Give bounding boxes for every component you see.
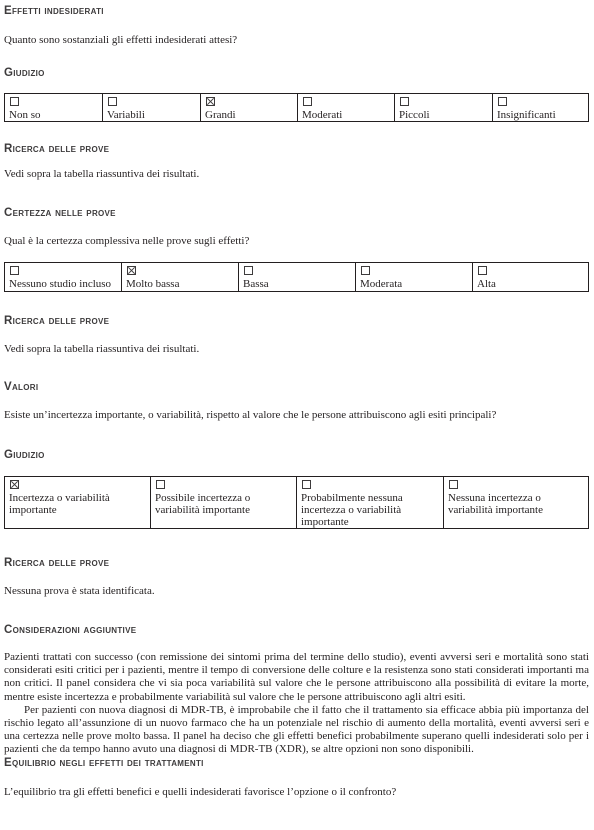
section-heading-giudizio-1: Giudizio [4,67,45,79]
considerazioni-body [4,651,589,757]
section-heading-giudizio-2: Giudizio [4,449,45,461]
section-heading-considerazioni: Considerazioni aggiuntive [4,624,137,636]
checkbox-unchecked[interactable] [244,266,253,275]
checkbox-checked[interactable] [206,97,215,106]
section-heading-ricerca-3: Ricerca delle prove [4,557,110,569]
checkbox-unchecked[interactable] [303,97,312,106]
option-label: Grandi [205,109,236,121]
option-label: Possibile incertezza o variabilità importante [155,492,251,516]
section-heading-effetti-indesiderati: Effetti indesiderati [4,5,104,17]
ricerca-text-2: Vedi sopra la tabella riassuntiva dei risultati. [4,343,200,355]
option-molto-bassa[interactable] [122,263,239,291]
option-label: Moderati [302,109,343,121]
section-heading-valori: Valori [4,381,39,393]
option-label: Alta [477,278,496,290]
option-moderati[interactable] [298,94,395,121]
option-piccoli[interactable] [395,94,493,121]
option-label: Bassa [243,278,269,290]
option-label: Non so [9,109,41,121]
option-label: Moderata [360,278,403,290]
values-judgement-grid [4,476,589,529]
option-label: Nessuna incertezza o variabilità importante [448,492,543,516]
option-label: Molto bassa [126,278,180,290]
option-alta[interactable] [473,263,588,291]
option-variabili[interactable] [103,94,201,121]
option-nessuna-incertezza[interactable] [444,477,588,528]
question-equilibrio: L’equilibrio tra gli effetti benefici e quelli indesiderati favorisce l’opzione o il confronto? [4,786,397,798]
option-non-so[interactable] [5,94,103,121]
paragraph: Per pazienti con nuova diagnosi di MDR-TB, è improbabile che il fatto che il trattamento sia efficace abbia più importanza del rischio legato all’assunzione di un nuovo farmaco che ha un potenziale nel rischio di aumento della mortalità, eventi avversi seri e una certezza nelle prove molto bassa. Il panel ha deciso che gli effetti benefici probabilmente superano quelli indesiderati solo per i pazienti che da tempo hanno avuto una diagnosi di MDR-TB (XDR), se altre opzioni non sono disponibili. [4,703,589,756]
section-heading-equilibrio: Equilibrio negli effetti dei trattamenti [4,757,204,769]
checkbox-unchecked[interactable] [400,97,409,106]
option-moderata[interactable] [356,263,473,291]
ricerca-text-1: Vedi sopra la tabella riassuntiva dei risultati. [4,168,200,180]
section-heading-certezza: Certezza nelle prove [4,207,116,219]
section-heading-ricerca-2: Ricerca delle prove [4,315,110,327]
ricerca-text-3: Nessuna prova è stata identificata. [4,585,155,597]
section-heading-ricerca-1: Ricerca delle prove [4,143,110,155]
checkbox-unchecked[interactable] [302,480,311,489]
option-possibile-incertezza[interactable] [151,477,297,528]
checkbox-unchecked[interactable] [10,97,19,106]
option-insignificanti[interactable] [493,94,588,121]
checkbox-unchecked[interactable] [108,97,117,106]
checkbox-unchecked[interactable] [498,97,507,106]
option-bassa[interactable] [239,263,356,291]
option-probabilmente-nessuna[interactable] [297,477,444,528]
option-label: Incertezza o variabilità importante [9,492,110,516]
option-label: Piccoli [399,109,430,121]
option-incertezza-importante[interactable] [5,477,151,528]
option-label: Variabili [107,109,145,121]
option-nessuno-studio[interactable] [5,263,122,291]
certainty-grid [4,262,589,292]
paragraph: Pazienti trattati con successo (con remissione dei sintomi prima del termine dello studio), eventi avversi seri e mortalità sono stati considerati esiti critici per i pazienti, mentre il tempo di conversione delle colture e la resistenza sono stati considerati importanti ma non critici. Il panel considera che vi sia poca variabilità sul valore che le persone attribuiscono alla possibilità di evitare la morte, mentre esiste incertezza e probabilmente variabilità sul valore che le persone attribuiscono agli altri esiti. [4,651,589,703]
option-label: Insignificanti [497,109,556,121]
checkbox-checked[interactable] [10,480,19,489]
checkbox-unchecked[interactable] [361,266,370,275]
checkbox-unchecked[interactable] [156,480,165,489]
judgement-grid-effetti [4,93,589,122]
question-effetti-indesiderati: Quanto sono sostanziali gli effetti indesiderati attesi? [4,34,238,46]
checkbox-unchecked[interactable] [10,266,19,275]
option-grandi[interactable] [201,94,298,121]
question-valori: Esiste un’incertezza importante, o variabilità, rispetto al valore che le persone attribuiscono agli esiti principali? [4,409,497,421]
checkbox-unchecked[interactable] [478,266,487,275]
question-certezza: Qual è la certezza complessiva nelle prove sugli effetti? [4,235,250,247]
checkbox-unchecked[interactable] [449,480,458,489]
option-label: Nessuno studio incluso [9,278,112,290]
option-label: Probabilmente nessuna incertezza o variabilità importante [301,492,403,528]
checkbox-checked[interactable] [127,266,136,275]
